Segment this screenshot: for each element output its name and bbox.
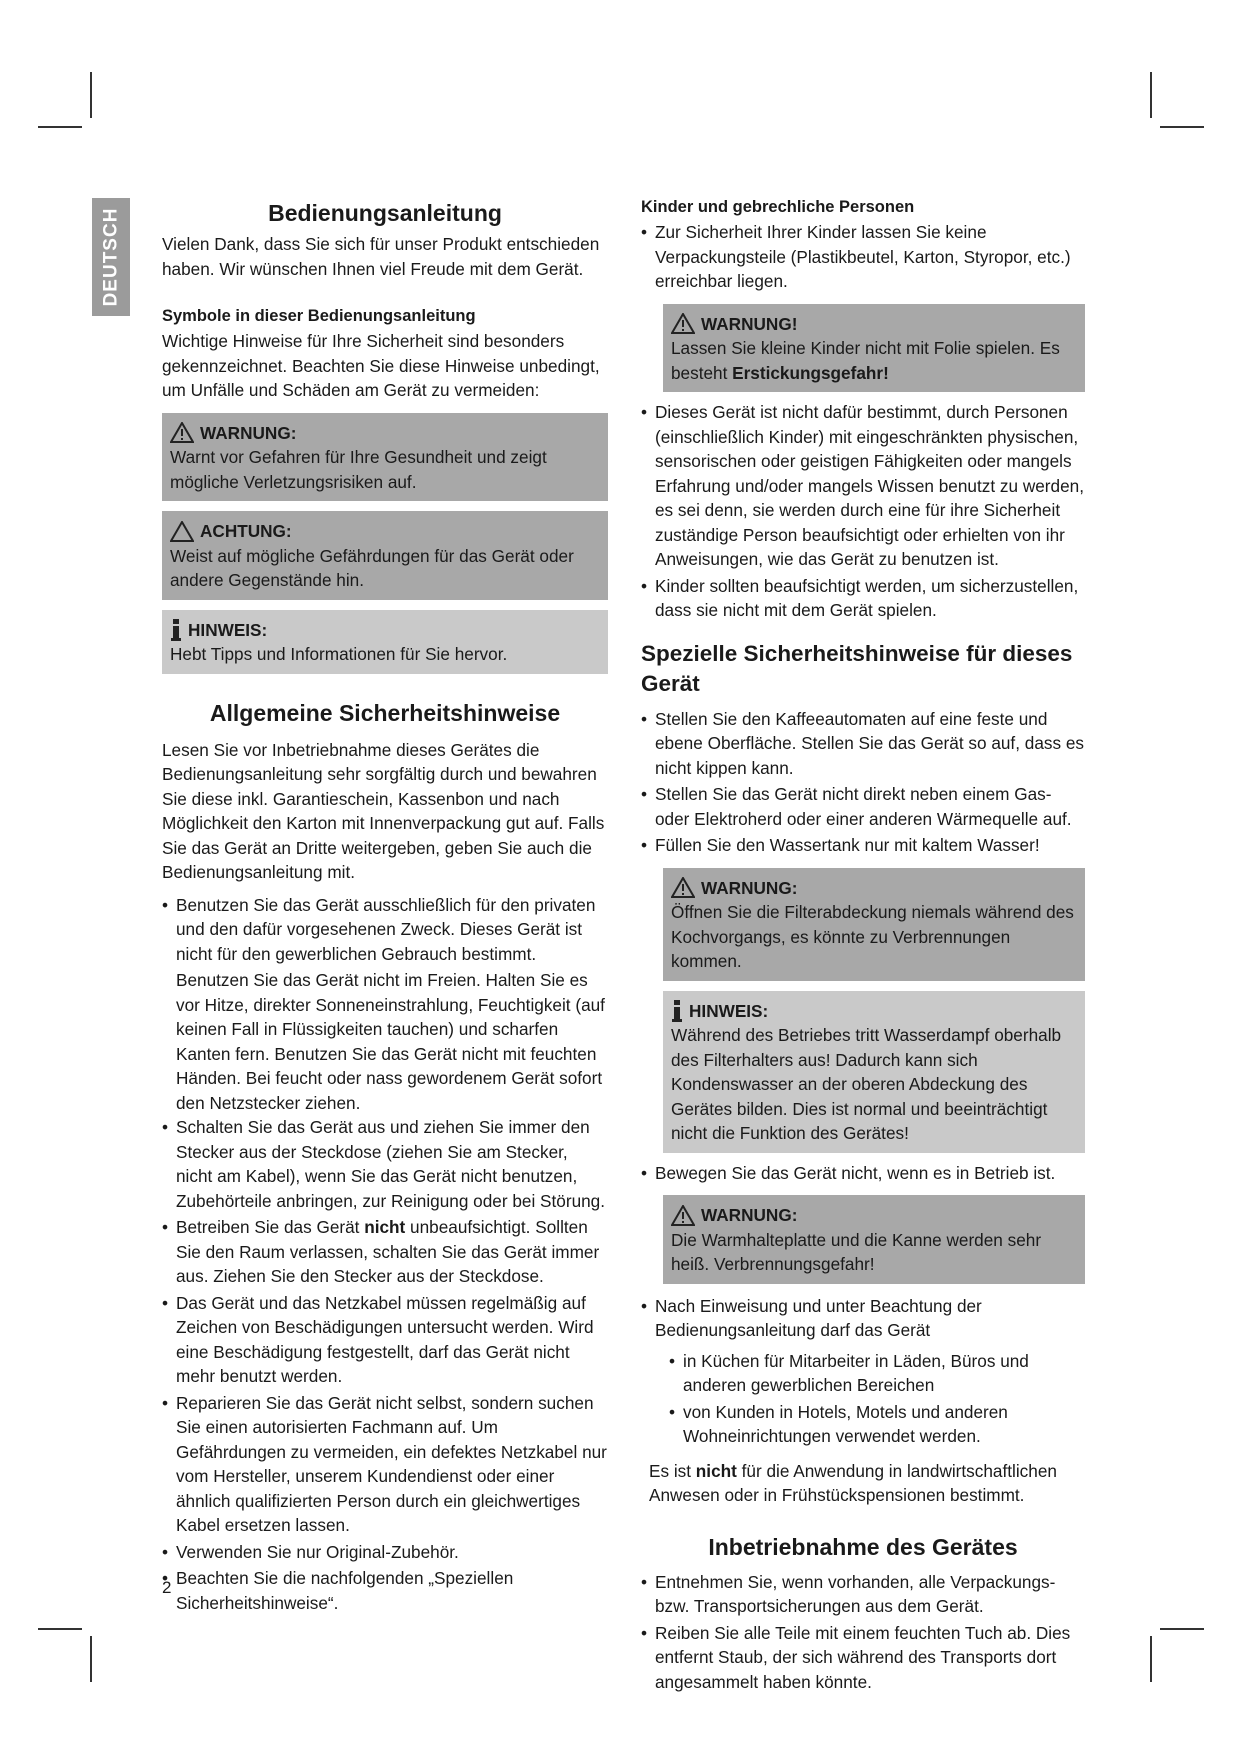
special-safety-list <box>641 707 1085 858</box>
crop-mark <box>38 126 82 128</box>
list-item: • Dieses Gerät ist nicht dafür bestimmt, durch Personen (einschließlich Kinder) mit eingeschränkten physischen, sensorischen oder geistigen Fähigkeiten oder mangels Erfahrung und/oder mangels Wissen benutzt zu werden, es sei denn, sie werden durch eine für ihre Sicherheit zuständige Person beaufsichtigt oder erhielten von ihr Anweisungen, wie das Gerät zu benutzen ist. <box>641 400 1085 572</box>
language-tab-label: DEUTSCH <box>100 207 121 307</box>
page-number: 2 <box>162 1578 172 1597</box>
list-item: • in Küchen für Mitarbeiter in Läden, Büros und anderen gewerblichen Bereichen <box>669 1349 1085 1398</box>
general-safety-heading: Allgemeine Sicherheitshinweise <box>209 699 561 726</box>
crop-mark <box>1150 72 1152 118</box>
note-box-text: Während des Betriebes tritt Wasserdampf oberhalb des Filterhalters aus! Dadurch kann sich Kondenswasser an der oberen Abdeckung des Gerätes bilden. Dies ist normal und beeinträchtigt nicht die Funktion des Gerätes! <box>671 1025 1062 1143</box>
children-list-2 <box>641 400 1085 623</box>
list-item: • Füllen Sie den Wassertank nur mit kaltem Wasser! <box>641 833 1085 858</box>
language-tab <box>92 198 130 316</box>
intro-text: Vielen Dank, dass Sie sich für unser Produkt entschieden haben. Wir wünschen Ihnen viel Freude mit dem Gerät. <box>162 234 600 279</box>
not-intended-text: Es ist nicht für die Anwendung in landwirtschaftlichen Anwesen oder in Frühstückspensionen bestimmt. <box>649 1460 1057 1505</box>
special-safety-list-2 <box>641 1161 1085 1186</box>
general-safety-text: Lesen Sie vor Inbetriebnahme dieses Gerätes die Bedienungsanleitung sehr sorgfältig durch und bewahren Sie diese inkl. Garantieschein, Kassenbon und nach Möglichkeit den Karton mit Innenverpackung gut auf. Falls Sie das Gerät an Dritte weitergeben, geben Sie auch die Bedienungsanleitung mit. <box>162 739 605 882</box>
children-list <box>641 220 1085 294</box>
symbols-heading: Symbole in dieser Bedienungsanleitung <box>162 307 476 325</box>
list-item: • Beachten Sie die nachfolgenden „Speziellen Sicherheitshinweise“. <box>162 1566 608 1615</box>
children-heading: Kinder und gebrechliche Personen <box>641 198 915 216</box>
usage-sub-list <box>669 1349 1085 1449</box>
info-icon <box>170 619 182 641</box>
warning-triangle-icon <box>671 877 695 898</box>
special-safety-heading: Spezielle Sicherheitshinweise für dieses Gerät <box>641 640 1073 696</box>
list-item: • Benutzen Sie das Gerät ausschließlich für den privaten und den dafür vorgesehenen Zweck. Dieses Gerät ist nicht für den gewerblichen Gebrauch bestimmt. <box>162 893 608 967</box>
symbols-text: Wichtige Hinweise für Ihre Sicherheit sind besonders gekennzeichnet. Beachten Sie diese Hinweise unbedingt, um Unfälle und Schäden am Gerät zu vermeiden: <box>162 331 600 400</box>
general-safety-list <box>162 893 608 1616</box>
list-item: • Nach Einweisung und unter Beachtung der Bedienungsanleitung darf das Gerät <box>641 1294 1085 1343</box>
list-item: • Stellen Sie das Gerät nicht direkt neben einem Gas- oder Elektroherd oder einer anderen Wärmequelle auf. <box>641 782 1085 831</box>
warning-box <box>663 304 1085 393</box>
list-item: • Betreiben Sie das Gerät nicht unbeaufsichtigt. Sollten Sie den Raum verlassen, schalten Sie das Gerät immer aus. Ziehen Sie den Stecker aus der Steckdose. <box>162 1215 608 1289</box>
warning-triangle-icon <box>170 422 194 443</box>
warning-box <box>663 868 1085 981</box>
info-icon <box>671 1000 683 1022</box>
warning-box-title: WARNUNG! <box>701 313 798 334</box>
crop-mark <box>38 1628 82 1630</box>
startup-list <box>641 1570 1085 1695</box>
caution-box-text: Weist auf mögliche Gefährdungen für das Gerät oder andere Gegenstände hin. <box>170 545 574 590</box>
warning-box-text: Die Warmhalteplatte und die Kanne werden sehr heiß. Verbrennungsgefahr! <box>671 1229 1042 1274</box>
crop-mark <box>1150 1636 1152 1682</box>
note-box <box>162 610 608 674</box>
warning-box <box>663 1195 1085 1284</box>
caution-box <box>162 511 608 600</box>
caution-box-title: ACHTUNG: <box>200 521 292 541</box>
note-box <box>663 991 1085 1153</box>
warning-box-title: WARNUNG: <box>701 877 798 898</box>
warning-box-text: Lassen Sie kleine Kinder nicht mit Folie spielen. Es besteht Erstickungsgefahr! <box>671 338 1060 383</box>
list-item: • Das Gerät und das Netzkabel müssen regelmäßig auf Zeichen von Beschädigungen untersucht werden. Wird eine Beschädigung festgestellt, darf das Gerät nicht mehr benutzt werden. <box>162 1291 608 1389</box>
page-title: Bedienungsanleitung <box>268 200 502 226</box>
caution-triangle-icon <box>170 521 194 542</box>
list-item-continuation: Benutzen Sie das Gerät nicht im Freien. Halten Sie es vor Hitze, direkter Sonneneinstrahlung, Feuchtigkeit (auf keinen Fall in Flüssigkeiten tauchen) und scharfen Kanten fern. Benutzen Sie das Gerät nicht mit feuchten Händen. Bei feucht oder nass gewordenem Gerät sofort den Netzstecker ziehen. <box>176 970 605 1113</box>
list-item: • Schalten Sie das Gerät aus und ziehen Sie immer den Stecker aus der Steckdose (ziehen Sie am Stecker, nicht am Kabel), wenn Sie das Gerät nicht benutzen, Zubehörteile anbringen, zur Reinigung oder bei Störung. <box>162 1115 608 1213</box>
note-box-text: Hebt Tipps und Informationen für Sie hervor. <box>170 644 508 664</box>
list-item: • Reparieren Sie das Gerät nicht selbst, sondern suchen Sie einen autorisierten Fachmann auf. Um Gefährdungen zu vermeiden, ein defektes Netzkabel nur vom Hersteller, unserem Kundendienst oder einer ähnlich qualifizierten Person durch ein gleichwertiges Kabel ersetzen lassen. <box>162 1391 608 1538</box>
warning-box <box>162 413 608 502</box>
warning-box-title: WARNUNG: <box>200 422 297 443</box>
crop-mark <box>90 72 92 118</box>
list-item: • Bewegen Sie das Gerät nicht, wenn es in Betrieb ist. <box>641 1161 1085 1186</box>
startup-heading: Inbetriebnahme des Gerätes <box>708 1533 1018 1560</box>
list-item: • Kinder sollten beaufsichtigt werden, um sicherzustellen, dass sie nicht mit dem Gerät spielen. <box>641 574 1085 623</box>
crop-mark <box>1160 1628 1204 1630</box>
warning-box-text: Öffnen Sie die Filterabdeckung niemals während des Kochvorgangs, es könnte zu Verbrennungen kommen. <box>671 902 1074 971</box>
list-item: • Reiben Sie alle Teile mit einem feuchten Tuch ab. Dies entfernt Staub, der sich während des Transports dort angesammelt haben könnte. <box>641 1621 1085 1695</box>
crop-mark <box>90 1636 92 1682</box>
list-item: • Zur Sicherheit Ihrer Kinder lassen Sie keine Verpackungsteile (Plastikbeutel, Karton, Styropor, etc.) erreichbar liegen. <box>641 220 1085 294</box>
right-column <box>641 196 1085 1696</box>
warning-triangle-icon <box>671 313 695 334</box>
left-column <box>162 198 608 1617</box>
warning-box-text: Warnt vor Gefahren für Ihre Gesundheit und zeigt mögliche Verletzungsrisiken auf. <box>170 447 547 492</box>
warning-triangle-icon <box>671 1205 695 1226</box>
crop-mark <box>1160 126 1204 128</box>
list-item: • Stellen Sie den Kaffeeautomaten auf eine feste und ebene Oberfläche. Stellen Sie das Gerät so auf, dass es nicht kippen kann. <box>641 707 1085 781</box>
note-box-title: HINWEIS: <box>689 1000 769 1021</box>
list-item: • Verwenden Sie nur Original-Zubehör. <box>162 1540 608 1565</box>
list-item: • Entnehmen Sie, wenn vorhanden, alle Verpackungs- bzw. Transportsicherungen aus dem Gerät. <box>641 1570 1085 1619</box>
special-safety-list-3 <box>641 1294 1085 1343</box>
note-box-title: HINWEIS: <box>188 619 268 640</box>
list-item: • von Kunden in Hotels, Motels und anderen Wohneinrichtungen verwendet werden. <box>669 1400 1085 1449</box>
warning-box-title: WARNUNG: <box>701 1205 798 1225</box>
